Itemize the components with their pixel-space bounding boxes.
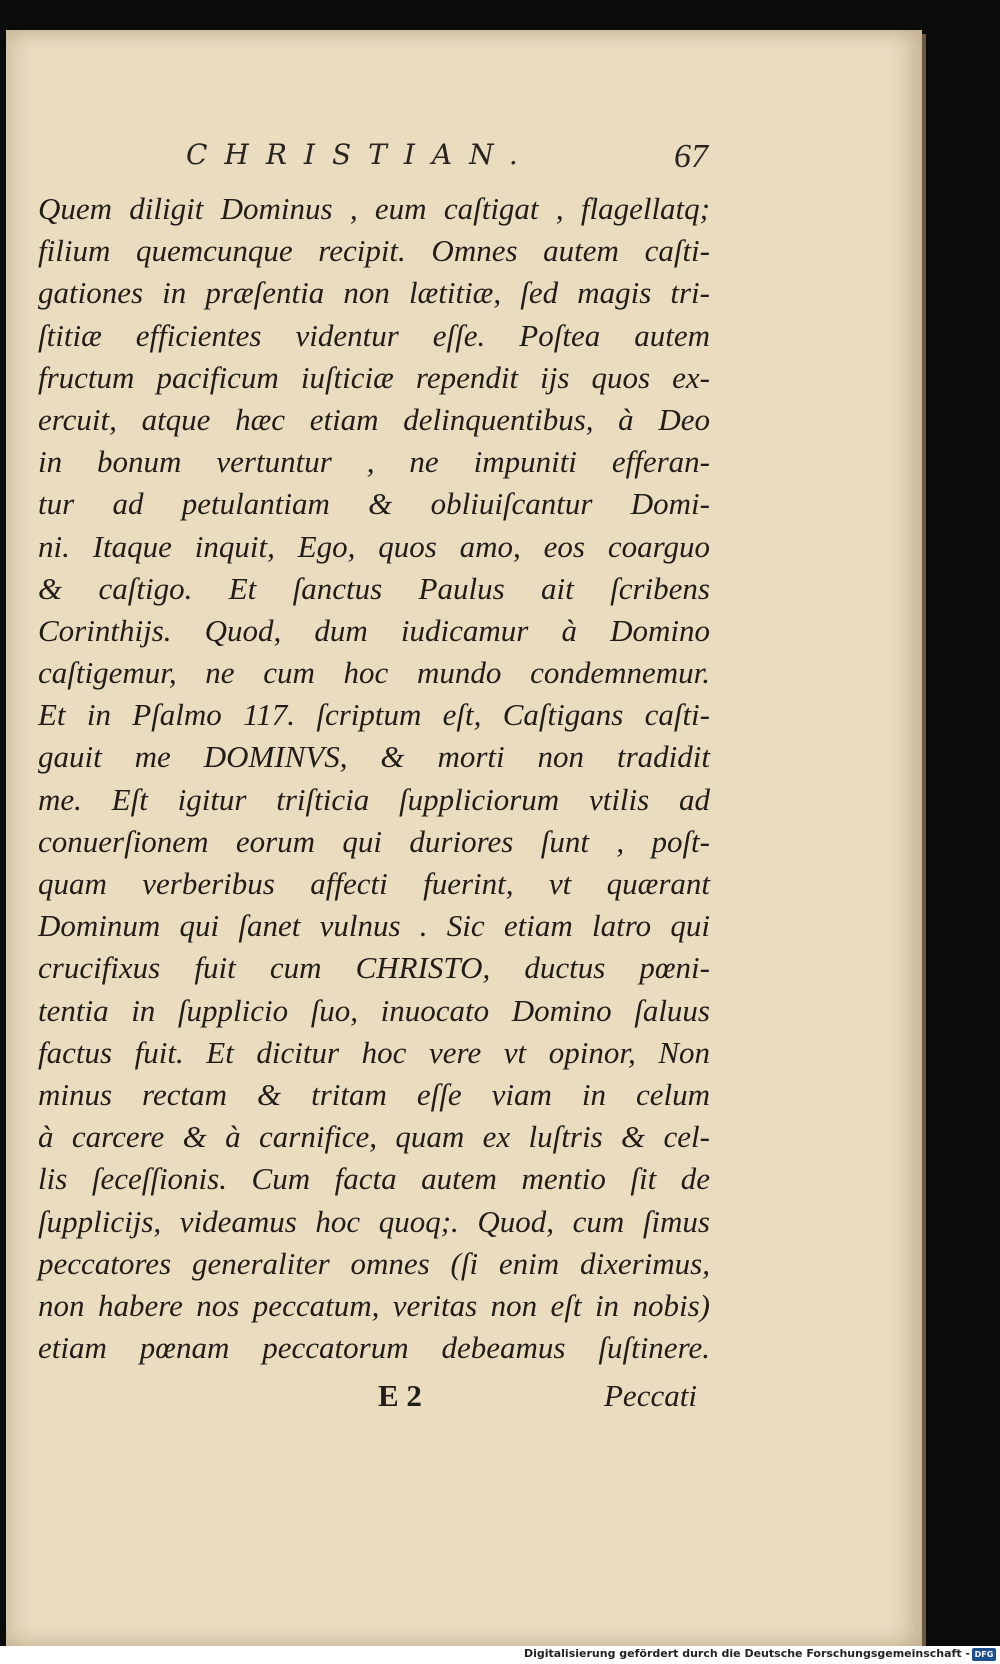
text-line: Et in Pſalmo 117. ſcriptum eſt, Caſtigans caſti- — [38, 697, 710, 733]
text-line: Dominum qui ſanet vulnus . Sic etiam latro qui — [38, 908, 710, 944]
text-line: ercuit, atque hæc etiam delinquentibus, à Deo — [38, 401, 710, 437]
signature-mark: E 2 — [378, 1378, 422, 1413]
text-line: quam verberibus affecti fuerint, vt quærant — [38, 866, 710, 901]
text-line: filium quemcunque recipit. Omnes autem caſti- — [38, 233, 710, 269]
text-line: caſtigemur, ne cum hoc mundo condemnemur. — [38, 655, 710, 691]
text-line: fructum pacificum iuſticiæ rependit ijs quos ex- — [38, 359, 710, 395]
book-page — [6, 30, 922, 1646]
text-line: conuerſionem eorum qui duriores ſunt , poſt- — [38, 823, 710, 859]
text-line: non habere nos peccatum, veritas non eſt in nobis) — [38, 1287, 710, 1323]
text-line: tentia in ſupplicio ſuo, inuocato Domino ſaluus — [38, 992, 710, 1028]
text-line: lis ſeceſſionis. Cum facta autem mentio ſit de — [38, 1161, 710, 1197]
running-head — [6, 138, 928, 182]
text-line: à carcere & à carnifice, quam ex luſtris & cel- — [38, 1119, 710, 1155]
text-line: peccatores generaliter omnes (ſi enim dixerimus, — [38, 1245, 710, 1281]
text-line: me. Eſt igitur triſticia ſuppliciorum vtilis ad — [38, 781, 710, 817]
text-line: & caſtigo. Et ſanctus Paulus ait ſcribens — [38, 570, 710, 606]
body-text — [38, 188, 710, 1369]
digitization-footer — [0, 1646, 1000, 1664]
text-line: crucifixus fuit cum CHRISTO, ductus pœni- — [38, 950, 710, 986]
catchword: Peccati — [604, 1378, 697, 1413]
running-title: CHRISTIAN. — [186, 138, 535, 171]
text-line: etiam pœnam peccatorum debeamus ſuſtinere. — [38, 1330, 710, 1366]
text-line: in bonum vertuntur , ne impuniti efferan- — [38, 444, 710, 480]
footer-credit: Digitalisierung gefördert durch die Deutsche Forschungsgemeinschaft - — [523, 1647, 970, 1660]
text-line: Quem diligit Dominus , eum caſtigat , flagellatq; — [38, 191, 710, 226]
text-line: minus rectam & tritam eſſe viam in celum — [38, 1076, 710, 1112]
text-line: gauit me DOMINVS, & morti non tradidit — [38, 739, 710, 775]
text-line: Corinthijs. Quod, dum iudicamur à Domino — [38, 612, 710, 648]
text-line: tur ad petulantiam & obliuiſcantur Domi- — [38, 486, 710, 522]
page-number: 67 — [674, 138, 708, 175]
text-line: ſupplicijs, videamus hoc quoq;. Quod, cum ſimus — [38, 1203, 710, 1239]
page-foot — [6, 1378, 928, 1420]
text-line: gationes in præſentia non lætitiæ, ſed magis tri- — [38, 275, 710, 311]
text-line: ni. Itaque inquit, Ego, quos amo, eos coarguo — [38, 528, 710, 564]
text-line: ſtitiæ efficientes videntur eſſe. Poſtea autem — [38, 317, 710, 353]
page-edge — [922, 34, 926, 1646]
dfg-logo-icon: DFG — [972, 1648, 996, 1661]
text-line: factus fuit. Et dicitur hoc vere vt opinor, Non — [38, 1034, 710, 1070]
